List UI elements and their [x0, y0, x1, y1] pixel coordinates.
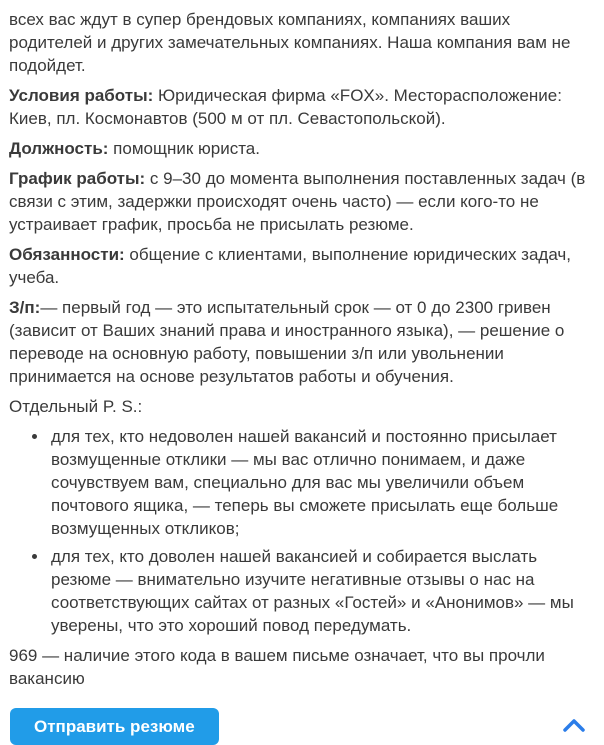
collapse-button[interactable]: [559, 714, 589, 739]
schedule-paragraph: [9, 167, 595, 236]
salary-label: З/п:: [9, 298, 41, 317]
salary-paragraph: [9, 296, 595, 388]
position-label: Должность:: [9, 139, 109, 158]
position-text: помощник юриста.: [108, 139, 260, 158]
duties-text: общение с клиентами, выполнение юридических задач, учеба.: [9, 245, 571, 287]
vacancy-footer: [0, 708, 604, 745]
ps-bullet-item: • для тех, кто доволен нашей вакансией и собирается выслать резюме — внимательно изучите негативные отзывы о нас на соответствующих сайтах от разных «Гостей» и «Анонимов» — мы уверены, что это хороший повод передумать.: [49, 545, 595, 637]
intro-paragraph: всех вас ждут в супер брендовых компаниях, компаниях ваших родителей и других замечательных компаниях. Наша компания вам не подойдет.: [9, 10, 571, 75]
send-resume-button[interactable]: Отправить резюме: [10, 708, 219, 745]
code-note: 969 — наличие этого кода в вашем письме означает, что вы прочли вакансию: [9, 646, 545, 688]
position-paragraph: [9, 137, 595, 160]
duties-paragraph: [9, 243, 595, 289]
work-conditions-paragraph: [9, 84, 595, 130]
salary-text: — первый год — это испытательный срок — от 0 до 2300 гривен (зависит от Ваших знаний права и иностранного языка), — решение о переводе на основную работу, повышении з/п или увольнении принимается на основе результатов работы и обучения.: [9, 298, 565, 386]
work-conditions-label: Условия работы:: [9, 86, 154, 105]
ps-bullet-item: • для тех, кто недоволен нашей вакансий и постоянно присылает возмущенные отклики — мы вас отлично понимаем, и даже сочувствуем вам, специально для вас мы увеличили объем почтового ящика, — теперь вы сможете присылать еще больше возмущенных откликов;: [49, 425, 595, 540]
work-conditions-text: Юридическая фирма «FOX». Месторасположение: Киев, пл. Космонавтов (500 м от пл. Севастопольской).: [9, 86, 562, 128]
ps-heading: Отдельный P. S.:: [9, 397, 143, 416]
chevron-up-icon: [563, 718, 585, 735]
duties-label: Обязанности:: [9, 245, 125, 264]
ps-bullet-list: [9, 425, 595, 637]
schedule-label: График работы:: [9, 169, 146, 188]
schedule-text: с 9–30 до момента выполнения поставленных задач (в связи с этим, задержки происходят очень часто) — если кого-то не устраивает график, просьба не присылать резюме.: [9, 169, 586, 234]
